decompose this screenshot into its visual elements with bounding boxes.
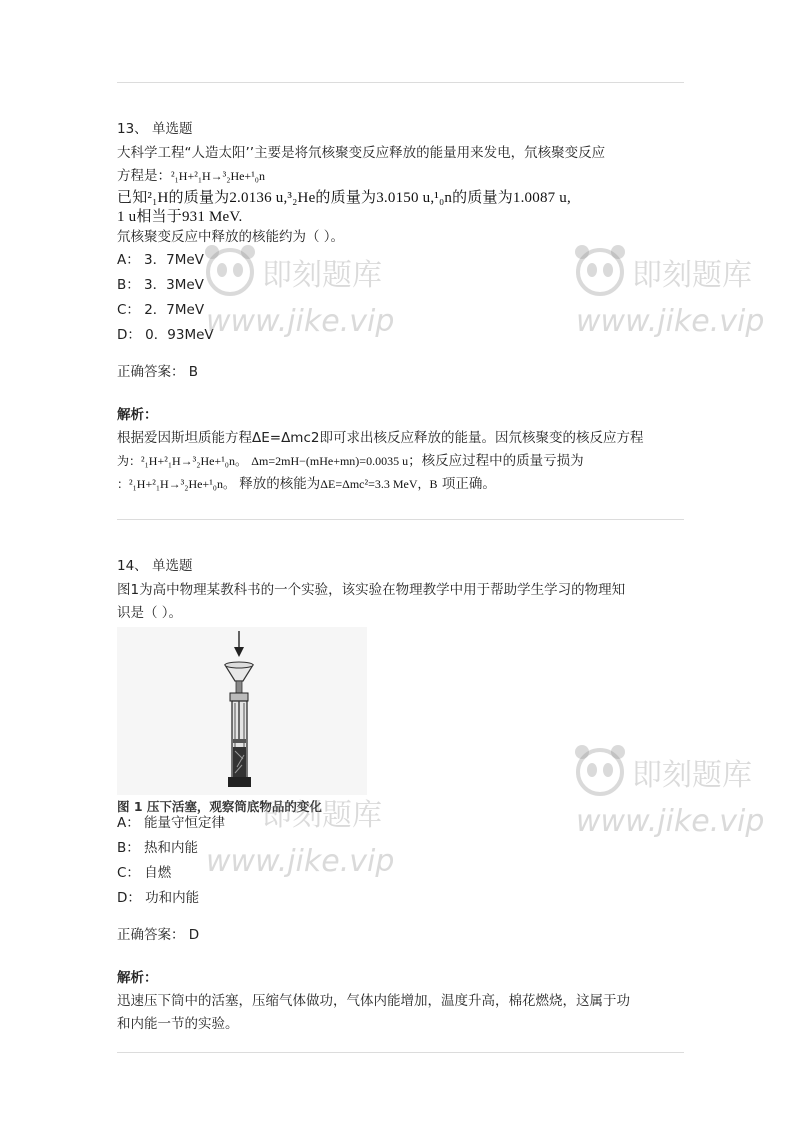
mass-defect-formula: Δm=2mH−(mHe+mn)=0.0035 u xyxy=(251,454,409,468)
option-d[interactable]: D： 0．93MeV xyxy=(117,327,214,343)
answer-value: D xyxy=(188,927,200,943)
option-b[interactable]: B： 3．3MeV xyxy=(117,277,204,293)
watermark-url: www.jike.vip xyxy=(206,304,395,339)
bottom-divider xyxy=(117,1052,684,1053)
given-masses-line1: 已知²₁H的质量为2.0136 u,³₂He的质量为3.0150 u,¹₀n的质量为1.0087 u, xyxy=(117,190,571,206)
piston-cylinder-illustration xyxy=(117,627,367,795)
experiment-figure xyxy=(117,627,367,812)
question-13-prompt: 氘核聚变反应中释放的核能约为（ ）。 xyxy=(117,229,345,245)
option-a[interactable]: A： 3．7MeV xyxy=(117,252,204,268)
answer-value: B xyxy=(188,364,199,380)
analysis-text: ；核反应过程中的质量亏损为 xyxy=(408,453,584,469)
analysis-line2 xyxy=(117,450,687,473)
question-13-stem-line2 xyxy=(117,165,687,188)
energy-formula: ΔE=Δmc²=3.3 MeV，B xyxy=(320,477,438,491)
option-a[interactable]: A： 能量守恒定律 xyxy=(117,815,226,831)
analysis-equation-2: ：²₁H+²₁H→³₂He+¹₀n。 xyxy=(117,477,235,491)
given-masses-line2: 1 u相当于931 MeV. xyxy=(117,209,243,225)
question-13 xyxy=(117,118,687,496)
fusion-equation: ²₁H+²₁H→³₂He+¹₀n xyxy=(171,169,265,183)
answer-label: 正确答案： xyxy=(117,927,185,943)
figure-caption: 图 1 压下活塞，观察筒底物品的变化 xyxy=(117,799,322,814)
option-c[interactable]: C： 2．7MeV xyxy=(117,302,205,318)
answer-label: 正确答案： xyxy=(117,364,185,380)
question-14-stem-line2: 识是（ ）。 xyxy=(117,605,183,621)
question-14-stem-line1: 图1为高中物理某教科书的一个实验，该实验在物理教学中用于帮助学生学习的物理知 xyxy=(117,582,626,598)
analysis-line3 xyxy=(117,473,687,496)
analysis-label: 解析： xyxy=(117,970,158,986)
option-b[interactable]: B： 热和内能 xyxy=(117,840,199,856)
watermark-url: www.jike.vip xyxy=(576,804,765,839)
analysis-line1: 根据爱因斯坦质能方程ΔE=Δmc2即可求出核反应释放的能量。因氘核聚变的核反应方程 xyxy=(117,430,644,446)
question-13-stem-line1: 大科学工程“人造太阳’’主要是将氘核聚变反应释放的能量用来发电，氘核聚变反应 xyxy=(117,145,606,161)
question-14-header: 14、 单选题 xyxy=(117,558,193,574)
top-divider xyxy=(117,82,684,83)
watermark-brand: 即刻题库 xyxy=(632,758,752,793)
answer-row xyxy=(117,924,687,947)
watermark-brand: 即刻题库 xyxy=(262,258,382,293)
watermark-url: www.jike.vip xyxy=(576,304,765,339)
analysis-line2: 和内能一节的实验。 xyxy=(117,1016,239,1032)
watermark-brand: 即刻题库 xyxy=(262,798,382,833)
watermark-brand: 即刻题库 xyxy=(632,258,752,293)
analysis-line1: 迅速压下筒中的活塞，压缩气体做功，气体内能增加，温度升高，棉花燃烧，这属于功 xyxy=(117,993,630,1009)
answer-row xyxy=(117,361,687,384)
analysis-label: 解析： xyxy=(117,407,158,423)
question-divider xyxy=(117,519,684,520)
option-d[interactable]: D： 功和内能 xyxy=(117,890,200,906)
question-14 xyxy=(117,555,687,1036)
analysis-text-2: 释放的核能为 xyxy=(239,476,321,492)
stem-prefix: 方程是： xyxy=(117,168,171,184)
question-13-header: 13、 单选题 xyxy=(117,121,193,137)
watermark-url: www.jike.vip xyxy=(206,844,395,879)
option-c[interactable]: C： 自燃 xyxy=(117,865,172,881)
analysis-equation: 为：²₁H+²₁H→³₂He+¹₀n。 xyxy=(117,454,247,468)
analysis-text-3: 项正确。 xyxy=(441,476,496,492)
